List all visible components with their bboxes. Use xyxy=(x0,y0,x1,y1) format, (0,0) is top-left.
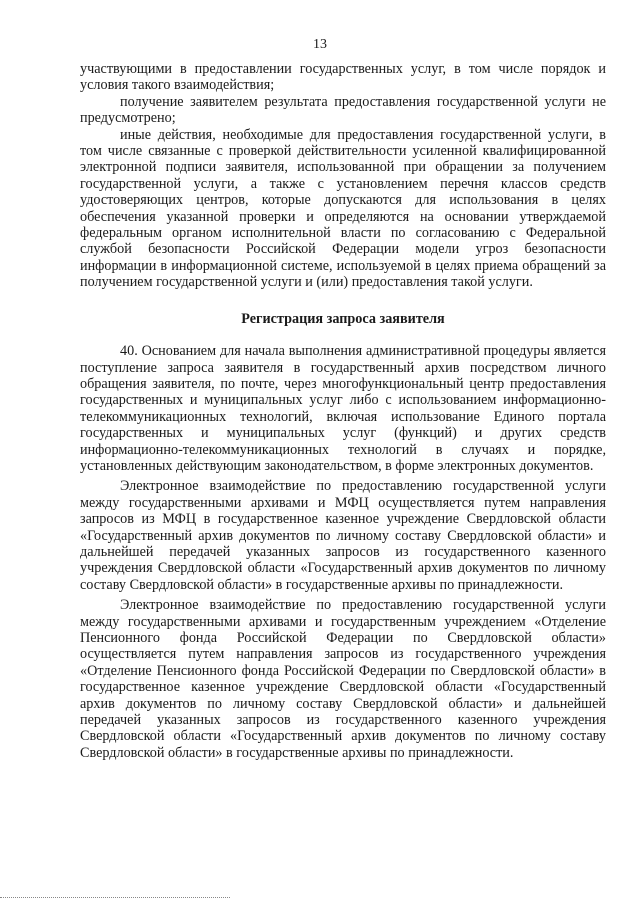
section-heading: Регистрация запроса заявителя xyxy=(241,310,445,327)
paragraph-mfc-interaction: Электронное взаимодействие по предоставлению государственной услуги между государственными архивами и МФЦ осуществляется путем направления запросов из МФЦ в государственное казенное учреждение Свердловской области «Государственный архив документов по личному составу Свердловской области» и дальнейшей передачей указанных запросов из государственного казенного учреждения Свердловской области «Государственный архив документов по личному составу Свердловской области» в государственные архивы по принадлежности. xyxy=(80,478,606,593)
paragraph-other-actions: иные действия, необходимые для предоставления государственной услуги, в том числе связанные с проверкой действительности усиленной квалифицированной электронной подписи заявителя, использованной при обращении за получением государственной услуги, а также с установлением перечня классов средств удостоверяющих центров, которые допускаются для использования в целях обеспечения указанной проверки и определяются на основании утверждаемой федеральным органом исполнительной власти по согласованию с Федеральной службой безопасности Российской Федерации модели угроз безопасности информации в информационной системе, используемой в целях приема обращений за получением государственной услуги и (или) предоставления такой услуги. xyxy=(80,126,606,291)
paragraph-40: 40. Основанием для начала выполнения административной процедуры является поступление запроса заявителя в государственный архив посредством личного обращения заявителя, по почте, через многофункциональный центр предоставления государственных и муниципальных услуг либо с использованием информационно-телекоммуникационных технологий, включая использование Единого портала государственных и муниципальных услуг (функций) и других средств информационно-телекоммуникационных технологий в случаях и порядке, установленных действующим законодательством, в форме электронных документов. xyxy=(80,343,606,474)
paragraph-result: получение заявителем результата предоставления государственной услуги не предусмотрено; xyxy=(80,93,606,127)
page-number: 13 xyxy=(313,37,327,52)
paragraph-continuation: участвующими в предоставлении государственных услуг, в том числе порядок и условия такого взаимодействия; xyxy=(80,61,606,94)
footer-divider xyxy=(0,897,230,898)
paragraph-pension-fund-interaction: Электронное взаимодействие по предоставлению государственной услуги между государственными архивами и государственным учреждением «Отделение Пенсионного фонда Российской Федерации по Свердловской области» осуществляется путем направления запросов из государственного учреждения «Отделение Пенсионного фонда Российской Федерации по Свердловской области» в государственное казенное учреждение Свердловской области «Государственный архив документов по личному составу Свердловской области» и дальнейшей передачей указанных запросов из государственного казенного учреждения Свердловской области «Государственный архив документов по личному составу Свердловской области» в государственные архивы по принадлежности. xyxy=(80,597,606,761)
document-body xyxy=(80,61,606,761)
